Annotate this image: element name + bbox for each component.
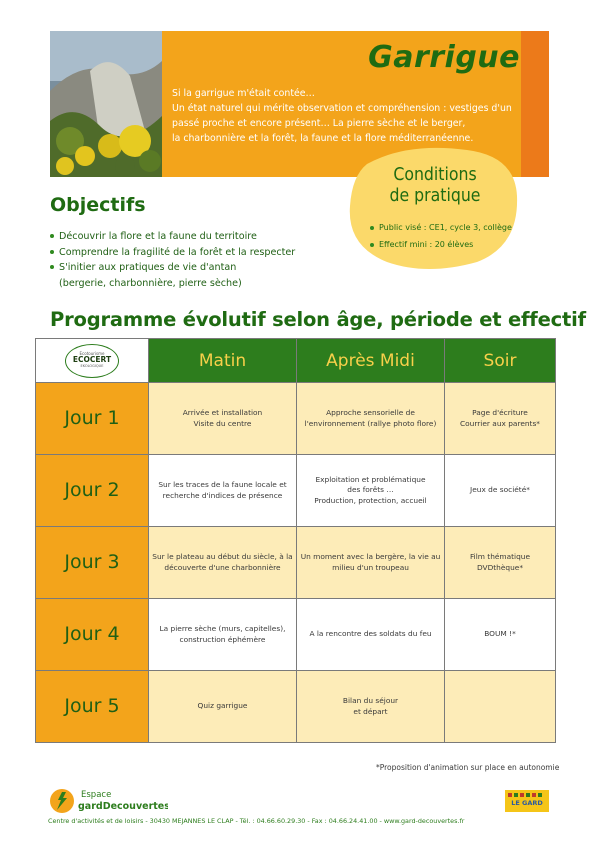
activity-cell-apres-midi xyxy=(297,527,445,599)
page-title: Garrigue xyxy=(368,40,520,75)
activity-line: Quiz garrigue xyxy=(197,701,248,711)
list-item xyxy=(370,236,512,253)
ecocert-logo xyxy=(65,344,119,378)
activity-line: DVDthèque* xyxy=(476,562,524,572)
activity-line: Production, protection, accueil xyxy=(314,495,427,505)
activity-line: des forêts … xyxy=(347,485,394,495)
activity-line: l'environnement (rallye photo flore) xyxy=(304,418,437,428)
activity-line: Approche sensorielle de xyxy=(326,408,415,417)
ecocert-small-text: Ecotourisme xyxy=(79,350,105,356)
day-label: Jour 1 xyxy=(36,383,149,455)
activity-line: Un moment avec la bergère, la vie au xyxy=(300,552,441,561)
bullet-icon xyxy=(50,250,54,254)
activity-line: milieu d'un troupeau xyxy=(332,562,409,572)
activity-line: Courrier aux parents* xyxy=(459,418,540,428)
activity-line: La pierre sèche (murs, capitelles), xyxy=(159,624,286,633)
activity-cell-soir xyxy=(445,455,556,527)
table-row xyxy=(36,383,556,455)
header-accent-stripe xyxy=(521,31,549,177)
list-item xyxy=(50,245,295,261)
list-item-text: Découvrir la flore et la faune du territoire xyxy=(59,231,257,242)
logo-line2: gardDecouvertes xyxy=(78,801,168,812)
ecocert-logo-cell xyxy=(36,339,149,383)
bullet-icon xyxy=(50,265,54,269)
column-header-apres-midi: Après Midi xyxy=(297,339,445,383)
activity-line: A la rencontre des soldats du feu xyxy=(309,629,432,639)
activity-cell-matin xyxy=(149,671,297,743)
objectives-list xyxy=(50,229,295,291)
list-item-text: Effectif mini : 20 élèves xyxy=(379,240,474,249)
activity-line: construction éphémère xyxy=(179,634,266,644)
activity-cell-matin xyxy=(149,599,297,671)
bullet-icon xyxy=(370,243,374,247)
activity-cell-soir xyxy=(445,527,556,599)
intro-line: la charbonnière et la forêt, la faune et la flore méditerranéenne. xyxy=(172,133,474,144)
conditions-title-line: Conditions xyxy=(393,165,477,185)
garrigue-photo xyxy=(50,31,162,177)
list-item xyxy=(50,229,295,245)
day-label: Jour 4 xyxy=(36,599,149,671)
activity-cell-apres-midi xyxy=(297,455,445,527)
day-label: Jour 5 xyxy=(36,671,149,743)
activity-line: Exploitation et problématique xyxy=(315,474,426,484)
list-item-text: (bergerie, charbonnière, pierre sèche) xyxy=(59,277,242,289)
activity-line: Jeux de société* xyxy=(470,485,530,495)
bullet-icon xyxy=(50,234,54,238)
activity-cell-matin xyxy=(149,455,297,527)
activity-line: Bilan du séjour xyxy=(342,696,399,705)
conditions-list xyxy=(370,219,512,253)
objectives-title: Objectifs xyxy=(50,194,146,216)
table-row xyxy=(36,599,556,671)
list-item-text: S'initier aux pratiques de vie d'antan xyxy=(59,262,237,273)
activity-line: recherche d'indices de présence xyxy=(162,490,283,500)
table-header-row xyxy=(36,339,556,383)
activity-cell-apres-midi xyxy=(297,383,445,455)
intro-line: passé proche et encore présent… La pierre sèche et le berger, xyxy=(172,118,466,129)
day-label: Jour 2 xyxy=(36,455,149,527)
conditions-title-line: de pratique xyxy=(389,186,481,206)
conditions-title xyxy=(362,165,508,207)
activity-line: découverte d'une charbonnière xyxy=(164,562,281,572)
logo-line1: Espace xyxy=(81,790,112,800)
ecocert-sub-text: EKOLOGIQUE xyxy=(80,363,104,368)
programme-title: Programme évolutif selon âge, période et effectif xyxy=(50,308,586,331)
activity-cell-matin xyxy=(149,527,297,599)
list-item xyxy=(50,260,295,276)
espace-gard-decouvertes-logo xyxy=(48,786,168,816)
list-item xyxy=(370,219,512,236)
activity-line: Sur le plateau au début du siècle, à la xyxy=(152,552,293,561)
le-gard-text: LE GARD xyxy=(511,799,543,807)
activity-cell-matin xyxy=(149,383,297,455)
activity-line: Film thématique xyxy=(469,552,531,561)
activity-line: Arrivée et installation xyxy=(182,408,263,417)
activity-cell-apres-midi xyxy=(297,599,445,671)
column-header-soir: Soir xyxy=(445,339,556,383)
intro-line: Si la garrigue m'était contée… xyxy=(172,88,315,99)
table-row xyxy=(36,527,556,599)
intro-text xyxy=(172,86,518,146)
table-row xyxy=(36,455,556,527)
activity-line: Page d'écriture xyxy=(472,408,528,417)
table-row xyxy=(36,671,556,743)
activity-line: Sur les traces de la faune locale et xyxy=(158,480,287,489)
footer-contact: Centre d'activités et de loisirs - 30430 MEJANNES LE CLAP - Tél. : 04.66.60.29.30 - Fax : 04.66.24.41.00 - www.gard-decouvertes.fr xyxy=(48,817,465,825)
activity-cell-soir xyxy=(445,383,556,455)
ecocert-brand: ECOCERT xyxy=(72,354,112,364)
day-label: Jour 3 xyxy=(36,527,149,599)
list-item-text: Comprendre la fragilité de la forêt et la respecter xyxy=(59,246,296,258)
activity-cell-soir xyxy=(445,671,556,743)
activity-line: et départ xyxy=(353,706,388,716)
activity-line: BOUM !* xyxy=(484,629,516,639)
le-gard-logo xyxy=(505,790,549,812)
programme-table xyxy=(35,338,556,743)
activity-cell-apres-midi xyxy=(297,671,445,743)
list-item-text: Public visé : CE1, cycle 3, collège xyxy=(379,223,512,232)
activity-line: Visite du centre xyxy=(193,418,252,428)
intro-line: Un état naturel qui mérite observation et compréhension : vestiges d'un xyxy=(172,103,512,114)
footnote: *Proposition d'animation sur place en autonomie xyxy=(376,763,560,772)
list-item xyxy=(50,276,295,292)
column-header-matin: Matin xyxy=(149,339,297,383)
activity-cell-soir xyxy=(445,599,556,671)
bullet-icon xyxy=(370,226,374,230)
